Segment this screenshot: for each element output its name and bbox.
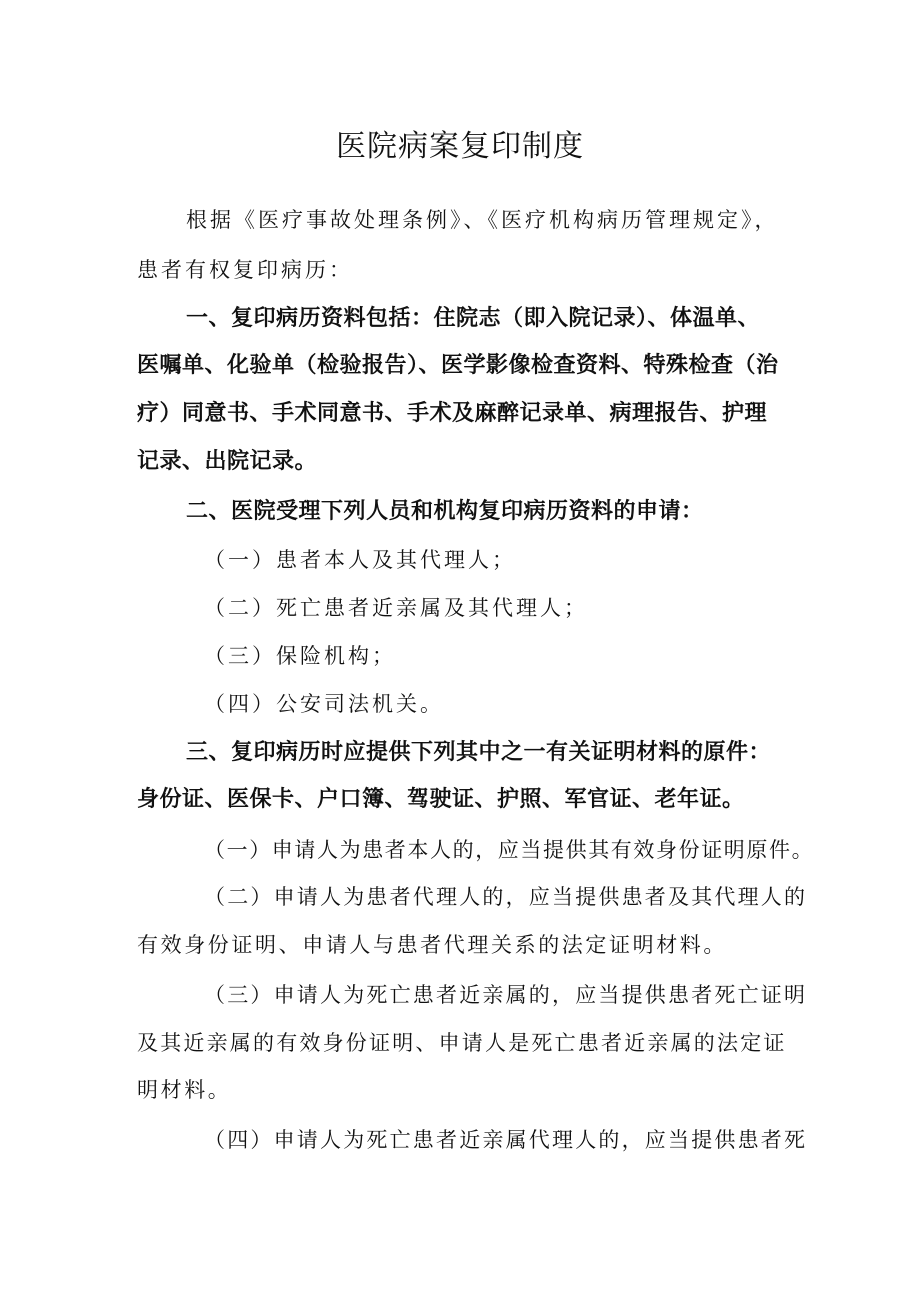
section3-item-3-line-1: （三）申请人为死亡患者近亲属的，应当提供患者死亡证明 <box>204 983 808 1007</box>
section2-item-3: （三）保险机构； <box>204 644 396 668</box>
section3-line-2: 身份证、医保卡、户口簿、驾驶证、护照、军官证、老年证。 <box>137 787 745 812</box>
section3-item-2-line-1: （二）申请人为患者代理人的，应当提供患者及其代理人的 <box>204 885 808 909</box>
section3-item-3-line-3: 明材料。 <box>137 1078 232 1102</box>
section2-item-1: （一）患者本人及其代理人； <box>204 548 516 572</box>
intro-line-2: 患者有权复印病历： <box>137 258 353 282</box>
document-title: 医院病案复印制度 <box>336 129 584 164</box>
section1-line-4: 记录、出院记录。 <box>137 449 318 474</box>
section2-item-4: （四）公安司法机关。 <box>204 692 444 716</box>
section1-line-1: 一、复印病历资料包括：住院志（即入院记录）、体温单、 <box>186 306 761 331</box>
section3-item-4-line-1: （四）申请人为死亡患者近亲属代理人的，应当提供患者死 <box>204 1128 808 1152</box>
section1-line-2: 医嘱单、化验单（检验报告）、医学影像检查资料、特殊检查（治 <box>137 353 779 378</box>
section3-item-3-line-2: 及其近亲属的有效身份证明、申请人是死亡患者近亲属的法定证 <box>137 1031 787 1055</box>
section3-item-1: （一）申请人为患者本人的，应当提供其有效身份证明原件。 <box>204 838 815 862</box>
section3-item-2-line-2: 有效身份证明、申请人与患者代理关系的法定证明材料。 <box>137 933 727 957</box>
intro-line-1: 根据《医疗事故处理条例》、《医疗机构病历管理规定》， <box>186 208 779 232</box>
section3-line-1: 三、复印病历时应提供下列其中之一有关证明材料的原件： <box>186 740 772 765</box>
section2-item-2: （二）死亡患者近亲属及其代理人； <box>204 596 588 620</box>
section2-heading: 二、医院受理下列人员和机构复印病历资料的申请： <box>186 499 704 524</box>
section1-line-3: 疗）同意书、手术同意书、手术及麻醉记录单、病理报告、护理 <box>137 401 768 426</box>
